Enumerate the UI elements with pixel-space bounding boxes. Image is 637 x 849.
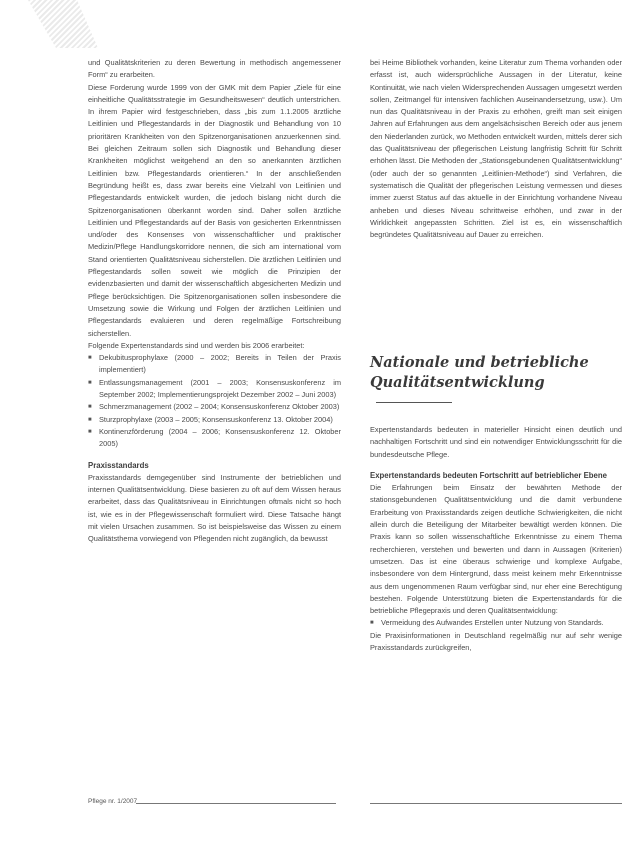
list-item: ■ Kontinenzförderung (2004 – 2006; Konsensuskonferenz 12. Oktober 2005) — [88, 426, 341, 451]
left-column — [88, 57, 341, 546]
list-item: ■ Sturzprophylaxe (2003 – 2005; Konsensuskonferenz 13. Oktober 2004) — [88, 414, 341, 426]
footer-rule-left — [136, 803, 336, 804]
paragraph: Diese Forderung wurde 1999 von der GMK mit dem Papier „Ziele für eine einheitliche Qualitätsstrategie im Gesundheitswesen“ deutlich unterstrichen. In ihrem Papier wird festgeschrieben, dass „bis zum 1.1.2005 ärztliche Leitlinien und Pflegestandards in der Diagnostik und Behandlung von 10 prioritären Krankheiten von den Spitzenorganisationen anzuerkennen sind. Bei gleichen Zeitraum sollen sich Diagnostik und Behandlung dieser Krankheiten möglichst weitgehend an den so anerkannten ärztlichen Leitlinien bzw. Pflegestandards orientieren.“ In der anschließenden Begründung heißt es, dass zwar bereits eine Vielzahl von Leitlinien und Pflegestandards entwickelt wurden, die jedoch bislang nicht durch die Spitzenorganisationen überkannt worden sind. Daher sollen ärztliche Leitlinien und Pflegestandards auf der Basis von gesicherten Erkenntnissen und/oder des Konsenses von wissenschaftlicher und praktischer Medizin/Pflege Handlungskorridore nennen, die sich am international vom Stand orientierten Qualitätsniveau sicherstellen. Die ärztlichen Leitlinien und Pflegestandards sollen soweit wie möglich die Prinzipien der evidenzbasierten und damit der wissenschaftlich abgesicherten Medizin und Pflege berücksichtigen. Die Spitzenorganisationen sollen insbesondere die Umsetzung sowie die Wirkung und Folgen der ärztlichen Leitlinien und Pflegestandards evaluieren und deren regelmäßige Fortschreibung sicherstellen. — [88, 82, 341, 338]
section-title — [370, 353, 622, 413]
page-footer: Pflege nr. 1/2007 — [88, 798, 138, 805]
list-item: ■ Entlassungsmanagement (2001 – 2003; Konsensuskonferenz im September 2002; Implementierungsprojekt Dezember 2002 – Juni 2003) — [88, 377, 341, 402]
right-column — [370, 57, 622, 241]
support-list — [370, 617, 622, 629]
paragraph: Praxisstandards demgegenüber sind Instrumente der betrieblichen und internen Qualitätsentwicklung. Diese basieren zu oft auf dem Wissen heraus erarbeitet, dass das Qualitätsniveau in Einrichtungen oftmals nicht so hoch ist, wie es in der Pflegewissenschaft formuliert wird. Diese Tatsache hängt mit vielen Ursachen zusammen. So ist beispielsweise das Wissen zu einem Qualitätsthema vorwiegend von Pflegenden nicht zugänglich, da bewusst — [88, 472, 341, 544]
paragraph: Folgende Expertenstandards sind und werden bis 2006 erarbeitet: — [88, 340, 305, 350]
section-subheading: Praxisstandards — [88, 460, 149, 470]
paragraph: Die Praxisinformationen in Deutschland regelmäßig nur auf sehr wenige Praxisstandards zurückgreifen, — [370, 630, 622, 653]
paragraph: Expertenstandards bedeuten in materieller Hinsicht einen deutlich und nachhaltigen Fortschritt und sind ein notwendiger Entwicklungsschritt für die bundesdeutsche Pflege. — [370, 425, 622, 459]
list-item: ■ Schmerzmanagement (2002 – 2004; Konsensuskonferenz Oktober 2003) — [88, 401, 341, 413]
paragraph: Die Erfahrungen beim Einsatz der bewährten Methode der stationsgebundenen Qualitätsentwicklung und die damit verbundene Erarbeitung von Praxisstandards zeigen deutliche Schwierigkeiten, die nicht allein durch die Beteiligung der Mitarbeiter bewältigt werden können. Die Praxis kann so sollen wissenschaftliche Erkenntnisse zu einem Thema recherchieren, verstehen und bewerten und dann in Aussagen (Kriterien) umsetzen. Das ist eine überaus schwierige und komplexe Aufgabe, insbesondere von dem Hintergrund, dass meist keinem mehr Erkenntnisse aus dem ungenommenen Raum verfügbar sind, nur eher eine Berechtigung bestehen. Folgende Unterstützung bieten die Expertenstandards für die betriebliche Pflegepraxis und deren Qualitätsentwicklung: — [370, 483, 622, 616]
section-subheading: Expertenstandards bedeuten Fortschritt auf betrieblicher Ebene — [370, 470, 607, 480]
list-item: ■ Dekubitusprophylaxe (2000 – 2002; Bereits in Teilen der Praxis implementiert) — [88, 352, 341, 377]
standards-list — [88, 352, 341, 450]
paragraph: bei Heime Bibliothek vorhanden, keine Literatur zum Thema vorhanden oder erfasst ist, auch widersprüchliche Aussagen in der Literatur, keine Kontinuität, wie nach vielen Widersprechenden Aussagen umgesetzt werden sollen, Zeitmangel für intensiven fachlichen Auseinandersetzung, usw.). Um nun das Qualitätsniveau in der Praxis zu erhöhen, greift man seit einigen Jahren auf Erfahrungen aus dem angelsächsischen Bereich oder aus jenem den Niederlanden zurück, wo Methoden entwickelt wurden, mittels derer sich das Qualitätsniveau der pflegerischen Leistung langfristig Schritt für Schritt erhöhen lässt. Die Methoden der „Stationsgebundenen Qualitätsentwicklung“ (oder auch der so genannten „Leitlinien-Methode“) sind Verfahren, die systematisch die Qualität der pflegerischen Leistung vermessen und dieses immer zuerst Status auf das aktuelle in der Einrichtung vorhandene Niveau anheben und dieses Niveau schrittweise erhöhen, und zwar in der Wirklichkeit angepassten Schritten. Ziel ist es, ein wissenschaftlich begründetes Qualitätsniveau auf Dauer zu erreichen. — [370, 58, 622, 240]
footer-rule-right — [370, 803, 622, 804]
paragraph: und Qualitätskriterien zu deren Bewertung in methodisch angemessener Form“ zu erarbeiten. — [88, 58, 341, 80]
scan-corner-texture — [28, 0, 98, 48]
right-column-lower — [370, 424, 622, 654]
section-title-line-1: Nationale und betriebliche — [370, 354, 589, 371]
section-title-line-2: Qualitätsentwicklung — [370, 374, 545, 391]
title-rule — [376, 402, 452, 403]
list-item: ■ Vermeidung des Aufwandes Erstellen unter Nutzung von Standards. — [370, 617, 622, 629]
